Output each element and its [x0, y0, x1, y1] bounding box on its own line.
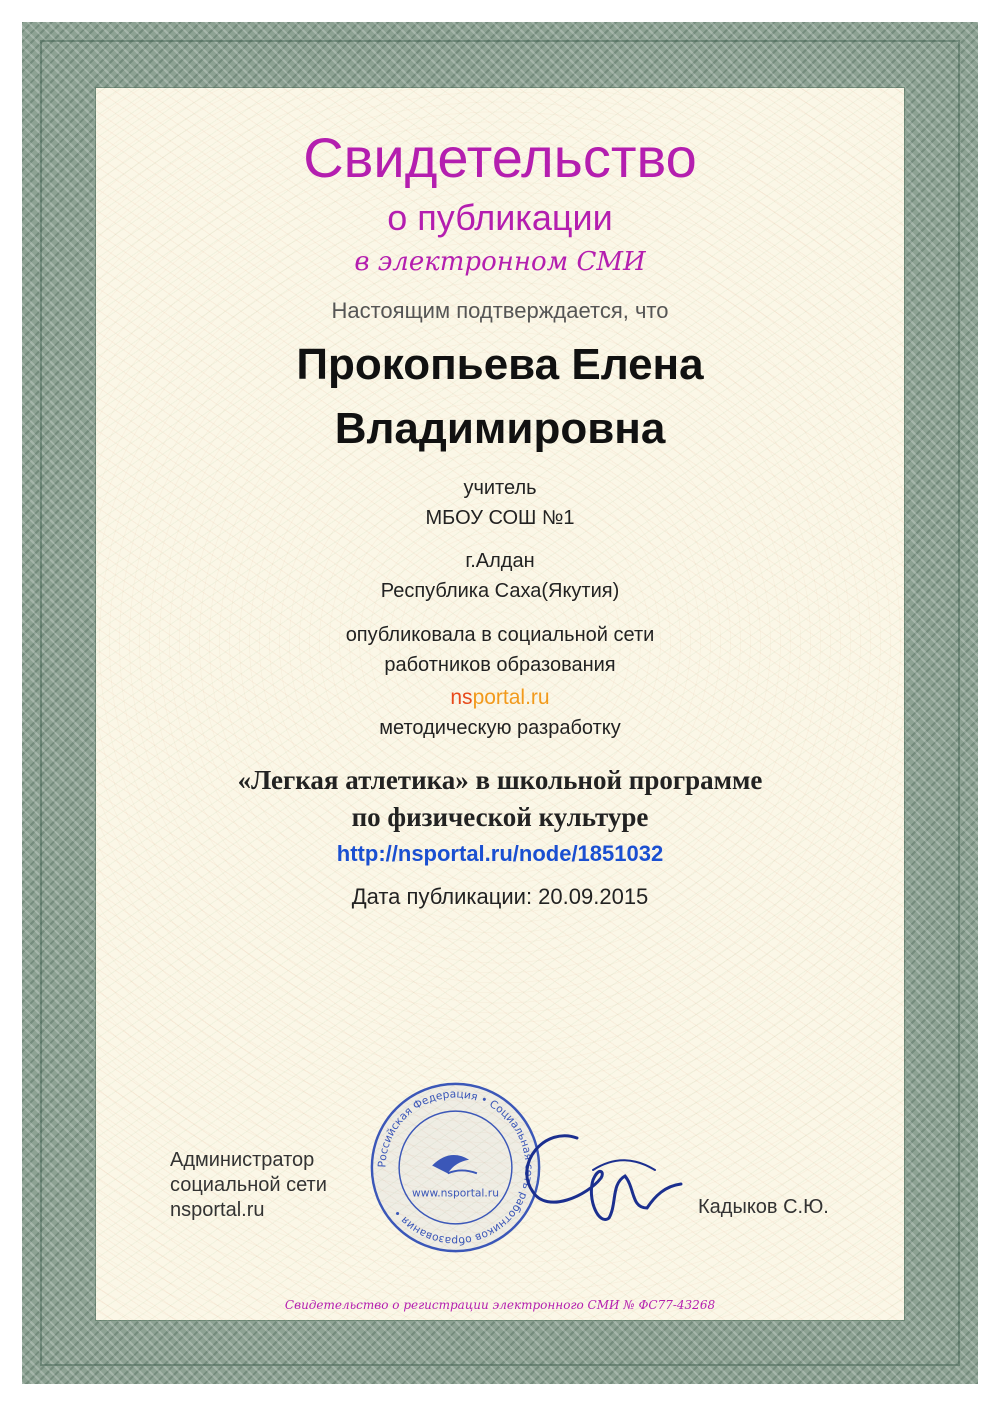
recipient-position: учитель [463, 477, 537, 499]
certificate-title: Свидетельство [303, 126, 697, 189]
recipient-organization: МБОУ СОШ №1 [425, 507, 575, 529]
recipient-name-line1: Прокопьева Елена [296, 340, 704, 389]
published-text-line2: работников образования [384, 654, 616, 676]
published-text-line1: опубликовала в социальной сети [345, 624, 655, 646]
site-brand-ns: ns [450, 686, 473, 709]
intro-text: Настоящим подтверждается, что [331, 298, 669, 323]
site-brand-rest: portal.ru [472, 686, 550, 709]
recipient-name-line2: Владимировна [334, 404, 666, 453]
site-brand [96, 686, 904, 710]
certificate-medium: в электронном СМИ [354, 247, 646, 277]
seal-outer-text: Российская Федерация • Социальная сеть работников образования • [375, 1087, 536, 1248]
work-title-line2: по физической культуре [351, 802, 649, 832]
admin-block [170, 1148, 327, 1223]
publication-date: Дата публикации: 20.09.2015 [351, 884, 649, 909]
certificate-subtitle: о публикации [387, 197, 613, 238]
seal-center-text: www.nsportal.ru [412, 1186, 499, 1200]
work-type: методическую разработку [379, 717, 621, 739]
work-title-line1: «Легкая атлетика» в школьной программе [237, 765, 763, 795]
registration-footer: Свидетельство о регистрации электронного СМИ № ФС77-43268 [284, 1298, 716, 1312]
recipient-region: Республика Саха(Якутия) [380, 580, 620, 602]
recipient-city: г.Алдан [465, 550, 535, 572]
admin-line3: nsportal.ru [170, 1199, 265, 1221]
handwritten-signature [505, 1126, 705, 1236]
publication-link[interactable]: http://nsportal.ru/node/1851032 [336, 841, 664, 866]
signer-name: Кадыков С.Ю. [698, 1196, 829, 1218]
admin-line1: Администратор [170, 1149, 315, 1171]
admin-line2: социальной сети [170, 1174, 327, 1196]
